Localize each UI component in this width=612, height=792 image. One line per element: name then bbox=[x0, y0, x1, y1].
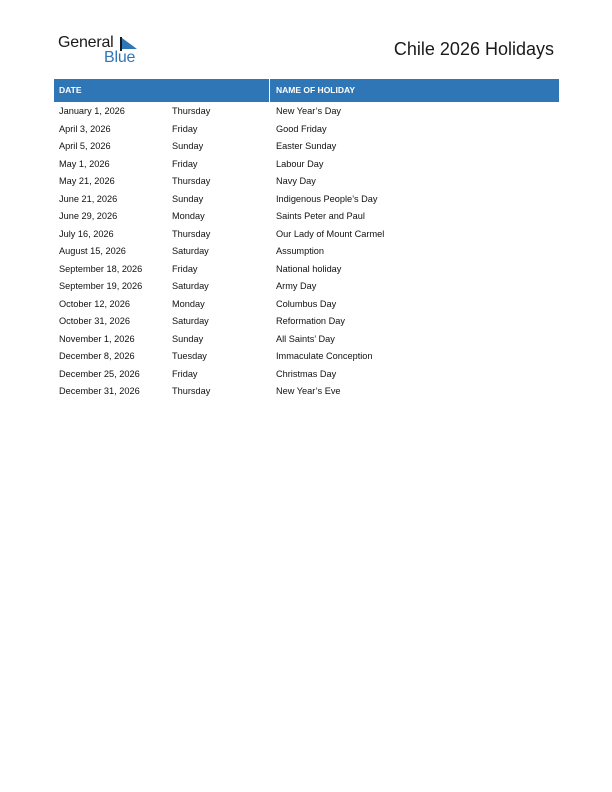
header-divider bbox=[269, 79, 270, 102]
holiday-name: Our Lady of Mount Carmel bbox=[276, 228, 385, 239]
holiday-name: New Year’s Eve bbox=[276, 386, 341, 396]
holiday-date: April 5, 2026 bbox=[59, 141, 111, 151]
holiday-weekday: Saturday bbox=[172, 246, 209, 256]
holiday-name: National holiday bbox=[276, 263, 342, 274]
holiday-name: Assumption bbox=[276, 246, 325, 256]
table-row bbox=[54, 261, 559, 279]
holiday-weekday: Friday bbox=[172, 368, 198, 379]
holiday-date: December 25, 2026 bbox=[59, 368, 140, 379]
holiday-name: Columbus Day bbox=[276, 298, 337, 309]
holiday-weekday: Saturday bbox=[172, 281, 209, 291]
table-row bbox=[54, 121, 559, 139]
holiday-name: Army Day bbox=[276, 281, 317, 291]
table-row bbox=[54, 138, 559, 156]
holiday-weekday: Sunday bbox=[172, 141, 204, 151]
logo-text-general: General bbox=[58, 34, 114, 51]
holiday-weekday: Monday bbox=[172, 298, 205, 309]
holiday-date: May 1, 2026 bbox=[59, 158, 110, 169]
holiday-weekday: Friday bbox=[172, 263, 198, 274]
holiday-name: Good Friday bbox=[276, 123, 327, 134]
holidays-table bbox=[54, 79, 559, 401]
table-row bbox=[54, 313, 559, 331]
holiday-date: September 19, 2026 bbox=[59, 281, 143, 291]
header-holiday-name: NAME OF HOLIDAY bbox=[276, 85, 356, 95]
holiday-name: Immaculate Conception bbox=[276, 351, 373, 361]
holiday-date: October 31, 2026 bbox=[59, 316, 130, 326]
holiday-name: All Saints’ Day bbox=[276, 333, 335, 344]
holiday-name: Easter Sunday bbox=[276, 141, 337, 151]
holiday-date: August 15, 2026 bbox=[59, 246, 126, 256]
table-row bbox=[54, 383, 559, 401]
holiday-name: Navy Day bbox=[276, 176, 316, 186]
table-row bbox=[54, 348, 559, 366]
holiday-weekday: Tuesday bbox=[172, 351, 207, 361]
holiday-name: Indigenous People’s Day bbox=[276, 193, 378, 204]
holiday-weekday: Sunday bbox=[172, 193, 204, 204]
holiday-date: November 1, 2026 bbox=[59, 333, 135, 344]
holiday-weekday: Monday bbox=[172, 211, 205, 221]
holiday-date: October 12, 2026 bbox=[59, 298, 130, 309]
holiday-weekday: Sunday bbox=[172, 333, 204, 344]
table-row bbox=[54, 103, 559, 121]
generalblue-logo bbox=[58, 34, 148, 68]
table-row bbox=[54, 331, 559, 349]
table-row bbox=[54, 278, 559, 296]
holiday-date: December 31, 2026 bbox=[59, 386, 140, 396]
logo-text-blue: Blue bbox=[104, 49, 136, 66]
table-row bbox=[54, 191, 559, 209]
table-header bbox=[54, 79, 559, 102]
holiday-date: May 21, 2026 bbox=[59, 176, 115, 186]
table-row bbox=[54, 366, 559, 384]
holiday-date: June 21, 2026 bbox=[59, 193, 118, 204]
holiday-weekday: Thursday bbox=[172, 228, 211, 239]
table-body bbox=[54, 102, 559, 401]
page-title: Chile 2026 Holidays bbox=[393, 39, 554, 59]
table-row bbox=[54, 226, 559, 244]
holiday-name: Christmas Day bbox=[276, 368, 337, 379]
holiday-date: January 1, 2026 bbox=[59, 106, 125, 116]
holiday-date: December 8, 2026 bbox=[59, 351, 135, 361]
table-row bbox=[54, 208, 559, 226]
holiday-name: Saints Peter and Paul bbox=[276, 211, 365, 221]
holiday-date: June 29, 2026 bbox=[59, 211, 118, 221]
holiday-date: July 16, 2026 bbox=[59, 228, 114, 239]
table-row bbox=[54, 296, 559, 314]
holiday-name: Reformation Day bbox=[276, 316, 345, 326]
holiday-weekday: Thursday bbox=[172, 106, 211, 116]
holiday-weekday: Thursday bbox=[172, 386, 211, 396]
holiday-weekday: Thursday bbox=[172, 176, 211, 186]
holiday-name: Labour Day bbox=[276, 158, 324, 169]
header-date: DATE bbox=[59, 85, 82, 95]
table-row bbox=[54, 156, 559, 174]
holiday-date: April 3, 2026 bbox=[59, 123, 111, 134]
table-row bbox=[54, 243, 559, 261]
holiday-date: September 18, 2026 bbox=[59, 263, 143, 274]
holiday-name: New Year’s Day bbox=[276, 106, 342, 116]
table-row bbox=[54, 173, 559, 191]
holiday-weekday: Friday bbox=[172, 123, 198, 134]
holiday-weekday: Saturday bbox=[172, 316, 209, 326]
holiday-weekday: Friday bbox=[172, 158, 198, 169]
